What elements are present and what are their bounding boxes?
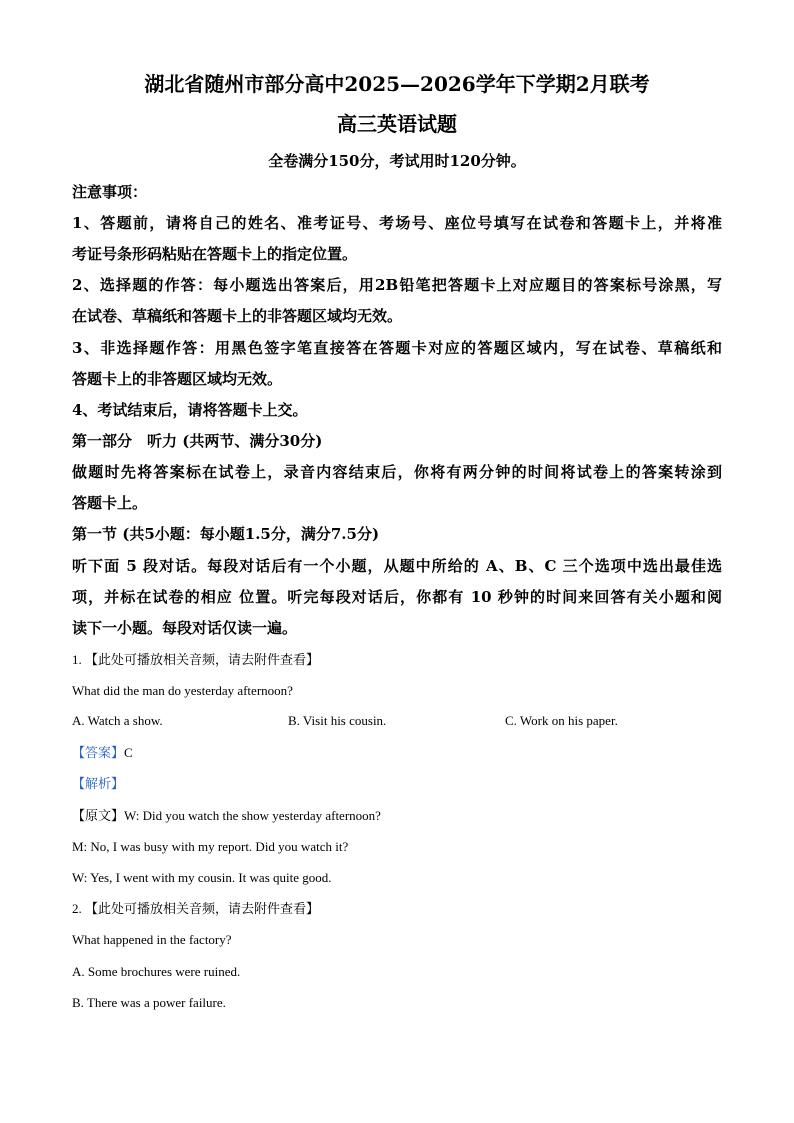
part1-intro-line-1: 做题时先将答案标在试卷上，录音内容结束后，你将有两分钟的时间将试卷上的答案转涂到 (72, 463, 722, 481)
question-2-text: What happened in the factory? (72, 932, 232, 947)
notes-heading: 注意事项： (72, 183, 148, 201)
note-1-line-1: 1、答题前，请将自己的姓名、准考证号、考场号、座位号填写在试卷和答题卡上，并将准 (72, 214, 722, 232)
exam-subject: 高三英语试题 (337, 112, 457, 136)
question-1-header (72, 649, 722, 671)
section1-instruction-line-2: 项，并标在试卷的相应 位置。听完每段对话后，你都有 10 秒钟的时间来回答有关小题和阅 (72, 588, 722, 606)
analysis-tag: 【解析】 (72, 776, 125, 791)
question-1-answer (72, 742, 722, 764)
question-1-option-a: A. Watch a show. (72, 713, 163, 728)
question-1-text: What did the man do yesterday afternoon? (72, 683, 293, 698)
note-1-line-2: 考证号条形码粘贴在答题卡上的指定位置。 (72, 245, 358, 263)
question-2-header (72, 898, 722, 920)
section1-heading: 第一节 (共5小题：每小题1.5分，满分7.5分) (72, 525, 380, 543)
score-info: 全卷满分150分，考试用时120分钟。 (268, 152, 526, 170)
answer-tag: 【答案】 (72, 745, 125, 760)
note-3-line-1: 3、非选择题作答：用黑色签字笔直接答在答题卡对应的答题区域内，写在试卷、草稿纸和 (72, 339, 722, 357)
question-2-audio-note[interactable]: 【此处可播放相关音频，请去附件查看】 (85, 901, 320, 916)
question-2-number: 2. (72, 901, 82, 916)
part1-heading: 第一部分 听力 (共两节、满分30分) (72, 432, 323, 450)
note-2-line-1: 2、选择题的作答：每小题选出答案后，用2B铅笔把答题卡上对应题目的答案标号涂黑，写 (72, 276, 722, 294)
note-3-line-2: 答题卡上的非答题区域均无效。 (72, 370, 283, 388)
section1-instruction-line-1: 听下面 5 段对话。每段对话后有一个小题，从题中所给的 A、B、C 三个选项中选出最佳选 (72, 557, 722, 575)
transcript-line-2: M: No, I was busy with my report. Did you watch it? (72, 839, 349, 854)
question-2-option-a: A. Some brochures were ruined. (72, 964, 241, 979)
question-2-option-b: B. There was a power failure. (72, 995, 226, 1010)
transcript-line-1-text: W: Did you watch the show yesterday afternoon? (124, 808, 381, 823)
transcript-line-3: W: Yes, I went with my cousin. It was quite good. (72, 870, 332, 885)
question-1-audio-note[interactable]: 【此处可播放相关音频，请去附件查看】 (85, 652, 320, 667)
note-4: 4、考试结束后，请将答题卡上交。 (72, 401, 308, 419)
section1-instruction-line-3: 读下一小题。每段对话仅读一遍。 (72, 619, 298, 637)
answer-value: C (124, 745, 133, 760)
transcript-line-1 (72, 805, 722, 827)
note-2-line-2: 在试卷、草稿纸和答题卡上的非答题区域均无效。 (72, 307, 403, 325)
part1-intro-line-2: 答题卡上。 (72, 494, 148, 512)
exam-title: 湖北省随州市部分高中2025—2026学年下学期2月联考 (144, 72, 650, 96)
question-1-number: 1. (72, 652, 82, 667)
question-1-option-b: B. Visit his cousin. (288, 713, 387, 728)
question-1-option-c: C. Work on his paper. (505, 713, 618, 728)
transcript-tag: 【原文】 (72, 808, 125, 823)
